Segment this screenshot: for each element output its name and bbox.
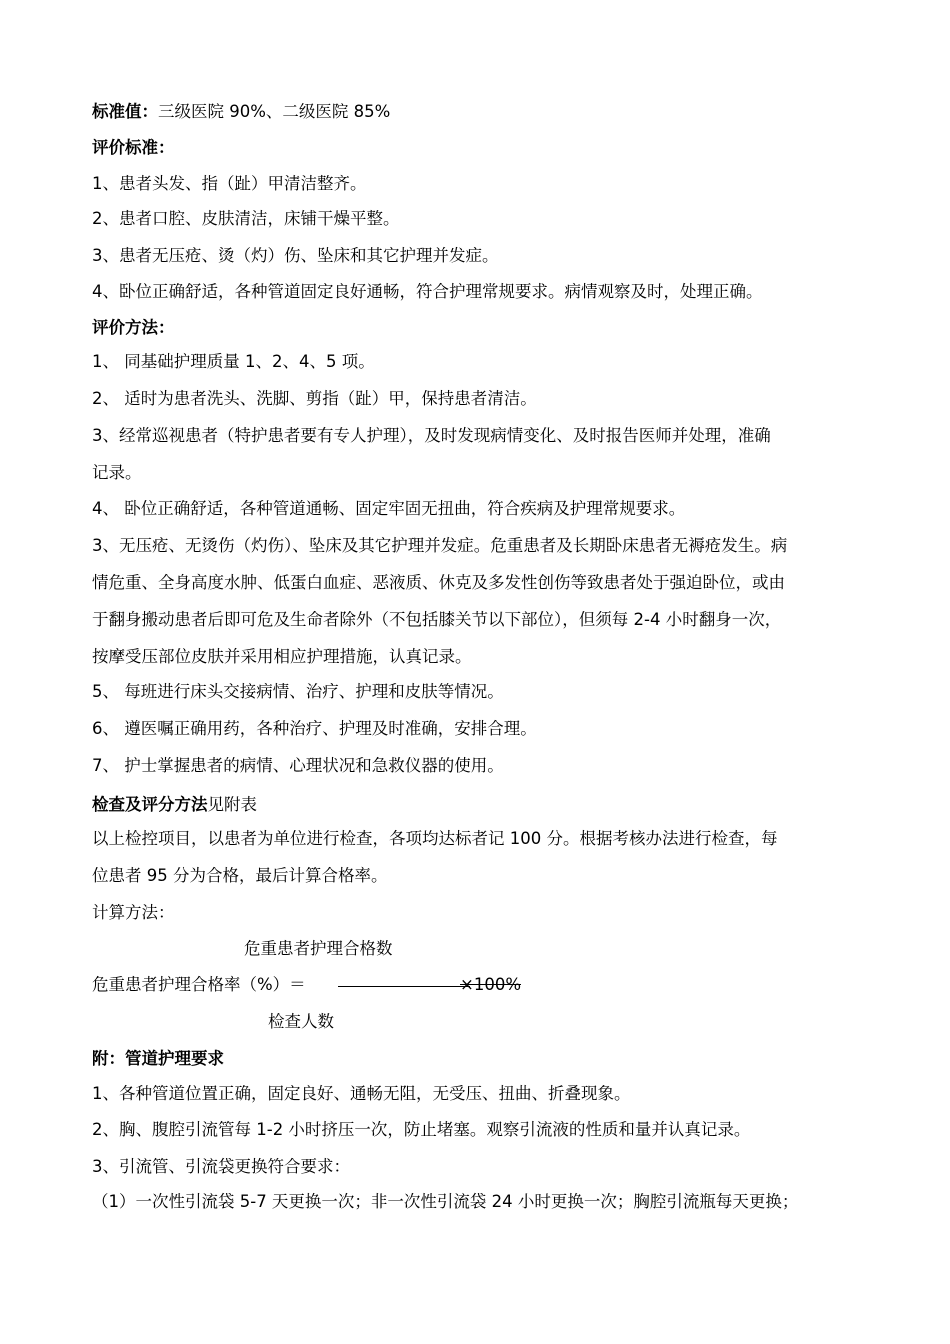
method-line: 3、经常巡视患者（特护患者要有专人护理），及时发现病情变化、及时报告医师并处理，准确 xyxy=(92,426,771,445)
criteria-item: 3、患者无压疮、烫（灼）伤、坠床和其它护理并发症。 xyxy=(92,246,499,265)
method-line: 3、无压疮、无烫伤（灼伤）、坠床及其它护理并发症。危重患者及长期卧床患者无褥疮发生。病 xyxy=(92,536,788,555)
inspection-heading xyxy=(92,794,872,816)
standard-value-line xyxy=(92,101,872,123)
method-heading: 评价方法： xyxy=(92,318,175,337)
appendix-line: （1）一次性引流袋 5-7 天更换一次；非一次性引流袋 24 小时更换一次；胸腔引流瓶每天更换； xyxy=(92,1192,799,1211)
inspection-line: 位患者 95 分为合格，最后计算合格率。 xyxy=(92,866,388,885)
calc-label: 计算方法： xyxy=(92,903,175,922)
appendix-line: 2、胸、腹腔引流管每 1-2 小时挤压一次，防止堵塞。观察引流液的性质和量并认真记录。 xyxy=(92,1120,751,1139)
criteria-heading: 评价标准： xyxy=(92,138,175,157)
formula-lhs: 危重患者护理合格率（%）＝ xyxy=(92,975,306,994)
method-line: 情危重、全身高度水肿、低蛋白血症、恶液质、休克及多发性创伤等致患者处于强迫卧位，或由 xyxy=(92,573,785,592)
appendix-heading: 附：管道护理要求 xyxy=(92,1049,224,1068)
appendix-line: 1、各种管道位置正确，固定良好、通畅无阻，无受压、扭曲、折叠现象。 xyxy=(92,1084,631,1103)
formula-numerator: 危重患者护理合格数 xyxy=(244,939,393,958)
criteria-item: 4、卧位正确舒适，各种管道固定良好通畅，符合护理常规要求。病情观察及时，处理正确。 xyxy=(92,282,763,301)
method-line: 7、 护士掌握患者的病情、心理状况和急救仪器的使用。 xyxy=(92,756,504,775)
appendix-line: 3、引流管、引流袋更换符合要求： xyxy=(92,1157,350,1176)
formula-fraction-bar xyxy=(338,986,470,987)
formula-denominator: 检查人数 xyxy=(268,1012,334,1031)
method-line: 按摩受压部位皮肤并采用相应护理措施，认真记录。 xyxy=(92,647,472,666)
method-line: 5、 每班进行床头交接病情、治疗、护理和皮肤等情况。 xyxy=(92,682,504,701)
method-line: 4、 卧位正确舒适，各种管道通畅、固定牢固无扭曲，符合疾病及护理常规要求。 xyxy=(92,499,686,518)
standard-label: 标准值： xyxy=(92,102,158,121)
criteria-item: 2、患者口腔、皮肤清洁，床铺干燥平整。 xyxy=(92,209,400,228)
inspection-line: 以上检控项目，以患者为单位进行检查，各项均达标者记 100 分。根据考核办法进行检查，每 xyxy=(92,829,778,848)
method-line: 记录。 xyxy=(92,463,142,482)
standard-value: 三级医院 90%、二级医院 85% xyxy=(158,102,391,121)
inspection-heading-rest: 见附表 xyxy=(207,795,257,814)
method-line: 于翻身搬动患者后即可危及生命者除外（不包括膝关节以下部位），但须每 2-4 小时翻身一次， xyxy=(92,610,782,629)
method-line: 6、 遵医嘱正确用药，各种治疗、护理及时准确，安排合理。 xyxy=(92,719,537,738)
inspection-heading-bold: 检查及评分方法 xyxy=(92,795,208,814)
formula-multiplier: ×100% xyxy=(460,975,521,994)
method-line: 2、 适时为患者洗头、洗脚、剪指（趾）甲，保持患者清洁。 xyxy=(92,389,537,408)
criteria-item: 1、患者头发、指（趾）甲清洁整齐。 xyxy=(92,174,367,193)
method-line: 1、 同基础护理质量 1、2、4、5 项。 xyxy=(92,352,375,371)
